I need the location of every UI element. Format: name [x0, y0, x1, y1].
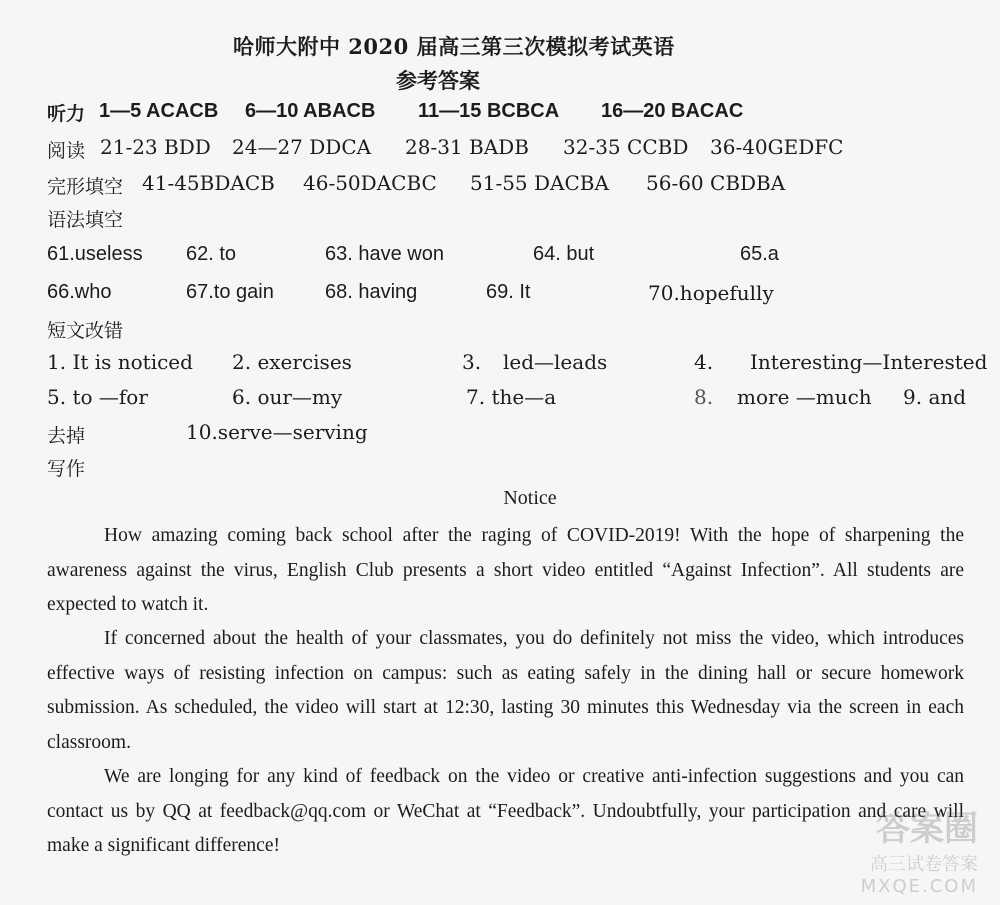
listening-answer: 11—15 BCBCA — [418, 100, 560, 122]
grammar-answer: 61.useless — [47, 243, 143, 265]
correction-item: more —much — [737, 385, 872, 409]
listening-label: 听力 — [47, 103, 86, 125]
grammar-answer: 66.who — [47, 281, 112, 303]
grammar-answer: 63. have won — [325, 243, 444, 265]
watermark-url: MXQE.COM — [860, 876, 978, 897]
correction-item: 8. — [694, 385, 714, 409]
reading-answer: 24—27 DDCA — [232, 135, 372, 159]
correction-item: 去掉 — [47, 425, 86, 447]
grammar-answer: 70.hopefully — [648, 281, 774, 305]
reading-label: 阅读 — [47, 140, 86, 162]
document-subtitle: 参考答案 — [396, 68, 480, 93]
reading-answer: 21-23 BDD — [100, 135, 211, 159]
correction-item: 1. It is noticed — [47, 350, 193, 374]
watermark-title: 答案圈 — [876, 809, 978, 849]
correction-item: 6. our—my — [232, 385, 343, 409]
cloze-answer: 56-60 CBDBA — [646, 171, 786, 195]
correction-item: Interesting—Interested — [750, 350, 988, 374]
cloze-answer: 51-55 DACBA — [470, 171, 609, 195]
reading-answer: 28-31 BADB — [405, 135, 529, 159]
listening-row — [47, 99, 85, 126]
cloze-label: 完形填空 — [47, 176, 124, 198]
notice-paragraph: How amazing coming back school after the raging of COVID-2019! With the hope of sharpening the awareness against the virus, English Club presents a short video entitled “Against Infection”. All students are expected to watch it. — [47, 525, 964, 615]
grammar-answer: 68. having — [325, 281, 418, 303]
grammar-answer: 64. but — [533, 243, 595, 265]
reading-answer: 32-35 CCBD — [563, 135, 689, 159]
correction-item: 5. to —for — [47, 385, 148, 409]
writing-label: 写作 — [47, 458, 86, 480]
watermark-subtitle: 高三试卷答案 — [870, 854, 978, 875]
listening-answer: 16—20 BACAC — [601, 100, 744, 122]
listening-answer: 1—5 ACACB — [99, 100, 219, 122]
correction-item: led—leads — [503, 350, 608, 374]
cloze-answer: 41-45BDACB — [142, 171, 275, 195]
watermark-logo — [861, 801, 978, 897]
grammar-answer: 69. It — [486, 281, 531, 303]
correction-item: 9. and — [903, 385, 967, 409]
notice-paragraph: If concerned about the health of your classmates, you do definitely not miss the video, which introduces effective ways of resisting infection on campus: such as eating safely in the dining hall or secure homework submission. As scheduled, the video will start at 12:30, lasting 30 minutes this Wednesday via the screen in each classroom. — [47, 628, 964, 753]
grammar-answer: 67.to gain — [186, 281, 274, 303]
correction-item: 10.serve—serving — [186, 420, 368, 444]
correction-item: 2. exercises — [232, 350, 352, 374]
listening-answer: 6—10 ABACB — [245, 100, 376, 122]
document-title: 哈师大附中 2020 届高三第三次模拟考试英语 — [233, 34, 675, 59]
notice-paragraph: We are longing for any kind of feedback on the video or creative anti-infection suggestions and you can contact us by QQ at feedback@qq.com or WeChat at “Feedback”. Undoubtfully, your participation and care will make a significant difference! — [47, 766, 964, 856]
cloze-answer: 46-50DACBC — [303, 171, 437, 195]
notice-heading: Notice — [503, 487, 557, 509]
correction-item: 3. — [462, 350, 482, 374]
grammar-answer: 62. to — [186, 243, 237, 265]
correction-label: 短文改错 — [47, 320, 124, 342]
grammar-answer: 65.a — [740, 243, 779, 265]
correction-item: 4. — [694, 350, 714, 374]
grammar-label: 语法填空 — [47, 209, 124, 231]
reading-answer: 36-40GEDFC — [710, 135, 844, 159]
correction-item: 7. the—a — [466, 385, 557, 409]
